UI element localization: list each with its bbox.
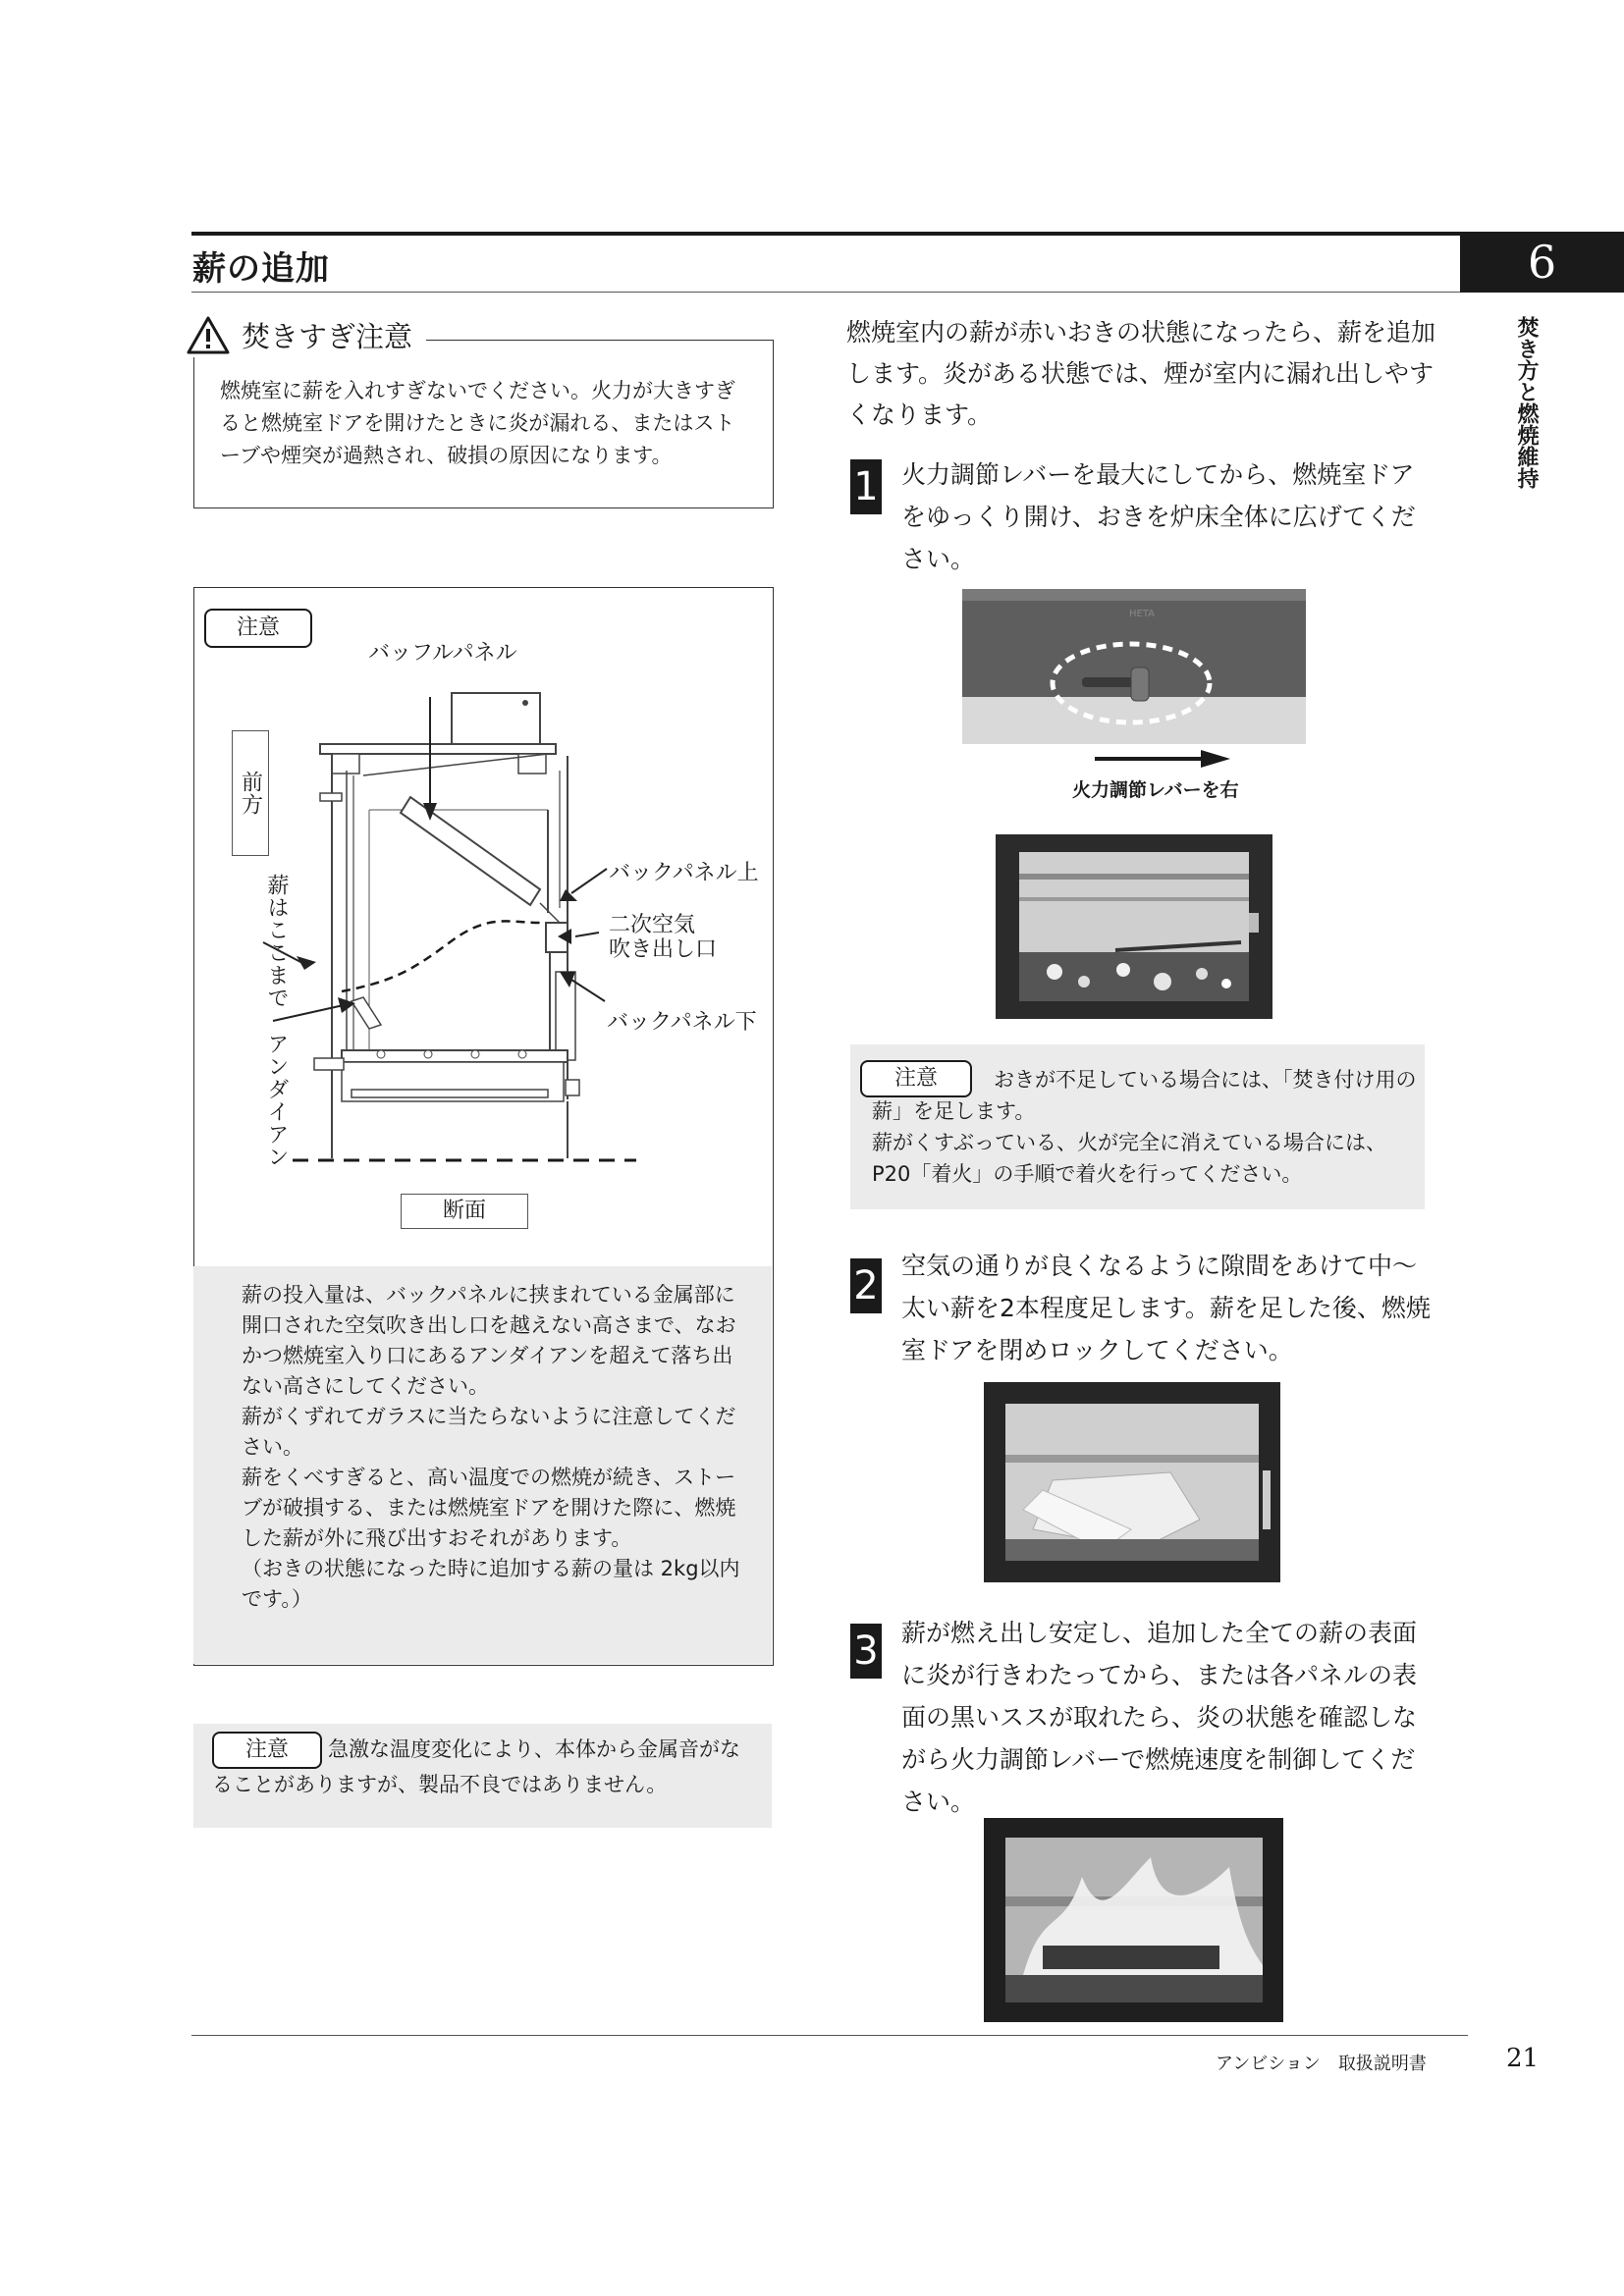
back-panel-upper-label: バックパネル上 [609, 861, 759, 885]
temperature-note-text: 急激な温度変化により、本体から金属音がなることがありますが、製品不良ではありません。 [212, 1737, 740, 1796]
lever-photo [962, 589, 1306, 744]
warning-text: 燃焼室に薪を入れすぎないでください。火力が大きすぎると燃焼室ドアを開けたときに炎が漏れる、またはストーブや煙突が過熱され、破損の原因になります。 [220, 379, 735, 467]
baffle-panel-label: バッフルパネル [368, 641, 517, 666]
front-label-box [232, 730, 269, 856]
embers-photo [996, 834, 1272, 1019]
footer-rule [191, 2035, 1468, 2036]
svg-text:HETA: HETA [1129, 609, 1156, 619]
andiron-label: アンダイアン [264, 1033, 289, 1168]
diagram-note-badge: 注意 [204, 609, 312, 648]
diagram-note-text: 薪の投入量は、バックパネルに挟まれている金属部に開口された空気吹き出し口を越えない高さまで、なおかつ燃焼室入り口にあるアンダイアンを超えて落ち出ない高さにしてください。 薪がくずれてガラスに当たらないように注意してください。 薪をくべすぎると、高い温度での燃焼が続き、ストーブが破損する、または燃焼室ドアを開けた際に、燃焼した薪が外に飛び出すおそれがあります。 （おきの状態になった時に追加する薪の量は 2kg以内です。） [242, 1283, 740, 1611]
back-panel-lower-label: バックパネル下 [607, 1010, 757, 1035]
logs-added-photo [984, 1382, 1280, 1582]
chapter-title: 焚き方と燃焼維持 [1514, 316, 1540, 489]
wood-limit-label: 薪はここまで [264, 874, 289, 1009]
header-bottom-rule [191, 292, 1468, 293]
step-2-number: 2 [850, 1258, 882, 1313]
step1-note-text: おきが不足している場合には、「焚き付け用の薪」を足します。 薪がくすぶっている、火が完全に消えている場合には、P20「着火」の手順で着火を行ってください。 [872, 1068, 1417, 1186]
warning-heading [179, 312, 426, 357]
section-label: 断面 [401, 1194, 528, 1229]
arrow-right-icon [1095, 749, 1232, 769]
fire-photo [984, 1818, 1283, 2022]
front-label: 前方 [238, 771, 263, 816]
secondary-air-outlet-label: 二次空気 吹き出し口 [609, 913, 718, 962]
step-1-text: 火力調節レバーを最大にしてから、燃焼室ドアをゆっくり開け、おきを炉床全体に広げてください。 [901, 460, 1416, 573]
warning-title: 焚きすぎ注意 [242, 319, 413, 353]
temperature-note-badge: 注意 [212, 1732, 322, 1769]
step-1-number: 1 [850, 459, 882, 514]
step1-note-badge: 注意 [860, 1060, 972, 1097]
step-3-text: 薪が燃え出し安定し、追加した全ての薪の表面に炎が行きわたってから、または各パネルの表面の黒いススが取れたら、炎の状態を確認しながら火力調節レバーで燃焼速度を制御してください。 [901, 1619, 1418, 1816]
intro-paragraph: 燃焼室内の薪が赤いおきの状態になったら、薪を追加します。炎がある状態では、煙が室内に漏れ出しやすくなります。 [846, 318, 1436, 429]
manual-title: アンビション 取扱説明書 [1216, 2054, 1427, 2074]
header-top-rule [191, 232, 1468, 236]
chapter-number-tab: 6 [1460, 232, 1624, 293]
step-2-text: 空気の通りが良くなるように隙間をあけて中〜太い薪を2本程度足します。薪を足した後、燃焼室ドアを閉めロックしてください。 [901, 1252, 1431, 1364]
lever-caption: 火力調節レバーを右 [1072, 779, 1239, 801]
step-3-number: 3 [850, 1624, 882, 1679]
page-number: 21 [1506, 2044, 1540, 2073]
warning-triangle-icon [187, 315, 230, 354]
page-title: 薪の追加 [192, 249, 330, 289]
